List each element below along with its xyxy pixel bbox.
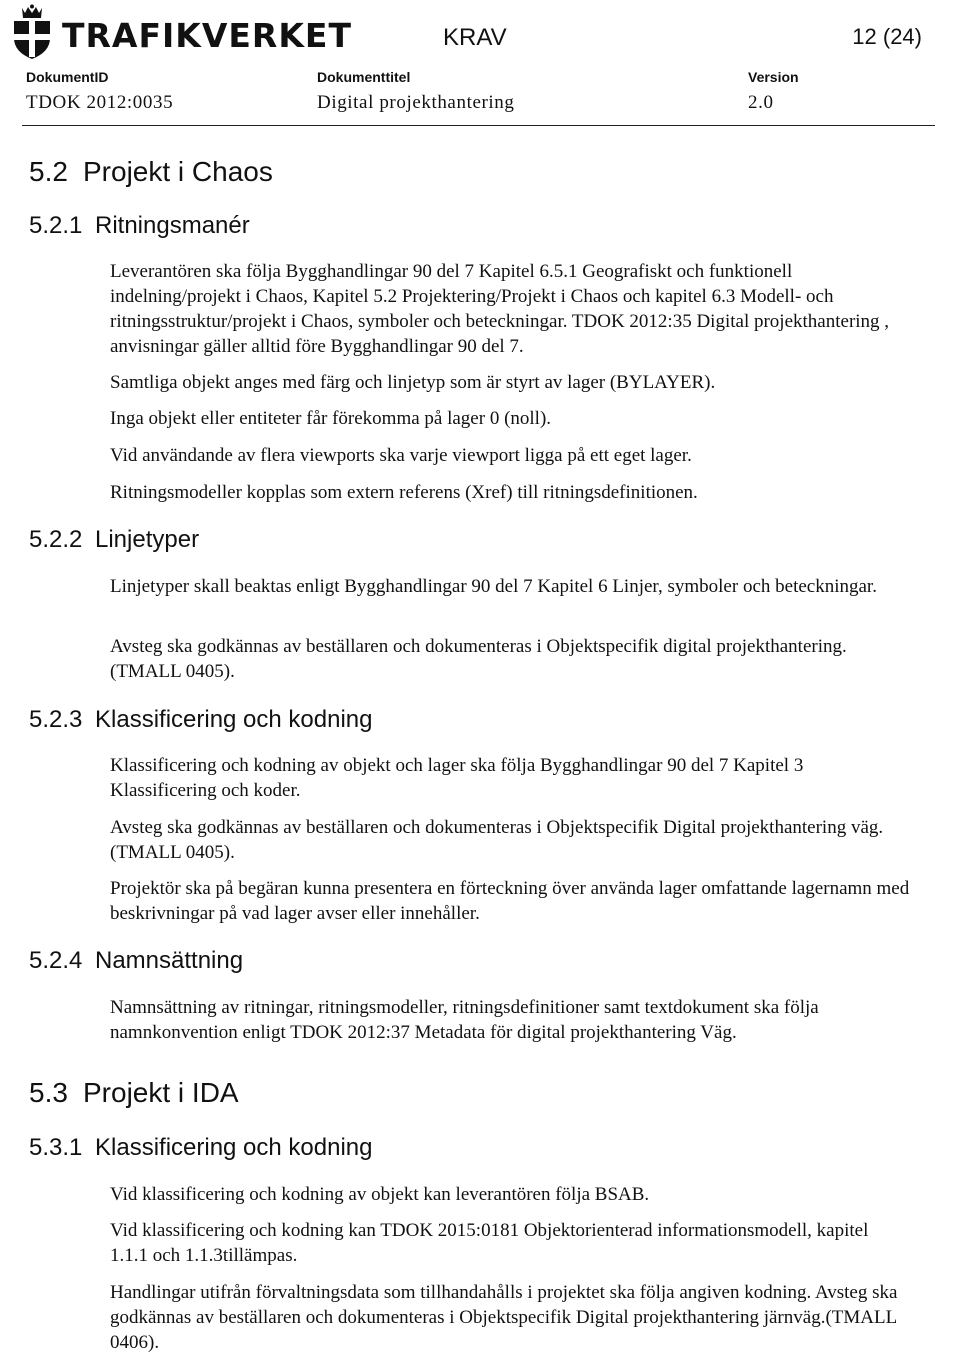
paragraph: Avsteg ska godkännas av beställaren och dokumenteras i Objektspecifik Digital projekthantering väg.(TMALL 0405). — [110, 817, 884, 863]
paragraph: Projektör ska på begäran kunna presentera en förteckning över använda lager omfattande lagernamn med beskrivningar på vad lager avser eller innehåller. — [110, 878, 910, 924]
logo-wordmark: TRAFIKVERKET — [62, 16, 352, 55]
version-value: 2.0 — [748, 92, 774, 113]
document-type: KRAV — [443, 24, 507, 51]
paragraph: Handlingar utifrån förvaltningsdata som tillhandahålls i projektet ska följa angiven kodning. Avsteg ska godkännas av beställaren och dokumenteras i Objektspecifik Digital projekthantering järnväg.(TMALL 0406). — [110, 1282, 898, 1353]
heading-5-2-4: 5.2.4 Namnsättning — [29, 947, 244, 974]
page-number: 12 (24) — [852, 24, 922, 49]
heading-5-2-3: 5.2.3 Klassificering och kodning — [29, 706, 373, 733]
paragraph: Leverantören ska följa Bygghandlingar 90 del 7 Kapitel 6.5.1 Geografiskt och funktionell indelning/projekt i Chaos, Kapitel 5.2 Projektering/Projekt i Chaos och kapitel 6.3 Modell- och ritningsstruktur/projekt i Chaos, symboler och beteckningar. TDOK 2012:35 Digital projekthantering , anvisningar gäller alltid före Bygghandlingar 90 del 7. — [110, 261, 890, 357]
heading-5-3: 5.3 Projekt i IDA — [29, 1077, 239, 1108]
heading-5-2-2: 5.2.2 Linjetyper — [29, 526, 200, 553]
header-divider — [22, 125, 935, 126]
paragraph: Vid klassificering och kodning kan TDOK 2015:0181 Objektorienterad informationsmodell, kapitel 1.1.1 och 1.1.3tillämpas. — [110, 1220, 869, 1266]
heading-5-2-1: 5.2.1 Ritningsmanér — [29, 212, 250, 239]
paragraph: Avsteg ska godkännas av beställaren och dokumenteras i Objektspecifik digital projekthantering.(TMALL 0405). — [110, 636, 847, 682]
document-header — [0, 0, 960, 130]
doc-id-value: TDOK 2012:0035 — [26, 92, 174, 113]
paragraph: Vid användande av flera viewports ska varje viewport ligga på ett eget lager. — [110, 445, 692, 466]
paragraph: Samtliga objekt anges med färg och linjetyp som är styrt av lager (BYLAYER). — [110, 372, 716, 393]
version-label: Version — [748, 69, 799, 85]
heading-5-3-1: 5.3.1 Klassificering och kodning — [29, 1134, 373, 1161]
paragraph: Linjetyper skall beaktas enligt Bygghandlingar 90 del 7 Kapitel 6 Linjer, symboler och beteckningar. — [110, 576, 877, 597]
paragraph: Inga objekt eller entiteter får förekomma på lager 0 (noll). — [110, 408, 552, 429]
paragraph: Vid klassificering och kodning av objekt kan leverantören följa BSAB. — [110, 1184, 650, 1205]
heading-5-2: 5.2 Projekt i Chaos — [29, 156, 273, 187]
paragraph: Namnsättning av ritningar, ritningsmodeller, ritningsdefinitioner samt textdokument ska följa namnkonvention enligt TDOK 2012:37 Metadata för digital projekthantering Väg. — [110, 997, 819, 1043]
doc-title-label: Dokumenttitel — [317, 69, 411, 85]
crown-shield-logo-icon — [8, 4, 56, 60]
paragraph: Klassificering och kodning av objekt och lager ska följa Bygghandlingar 90 del 7 Kapitel 3 Klassificering och koder. — [110, 755, 804, 801]
paragraph: Ritningsmodeller kopplas som extern referens (Xref) till ritningsdefinitionen. — [110, 482, 698, 503]
doc-title-value: Digital projekthantering — [317, 92, 515, 113]
doc-id-label: DokumentID — [26, 69, 109, 85]
